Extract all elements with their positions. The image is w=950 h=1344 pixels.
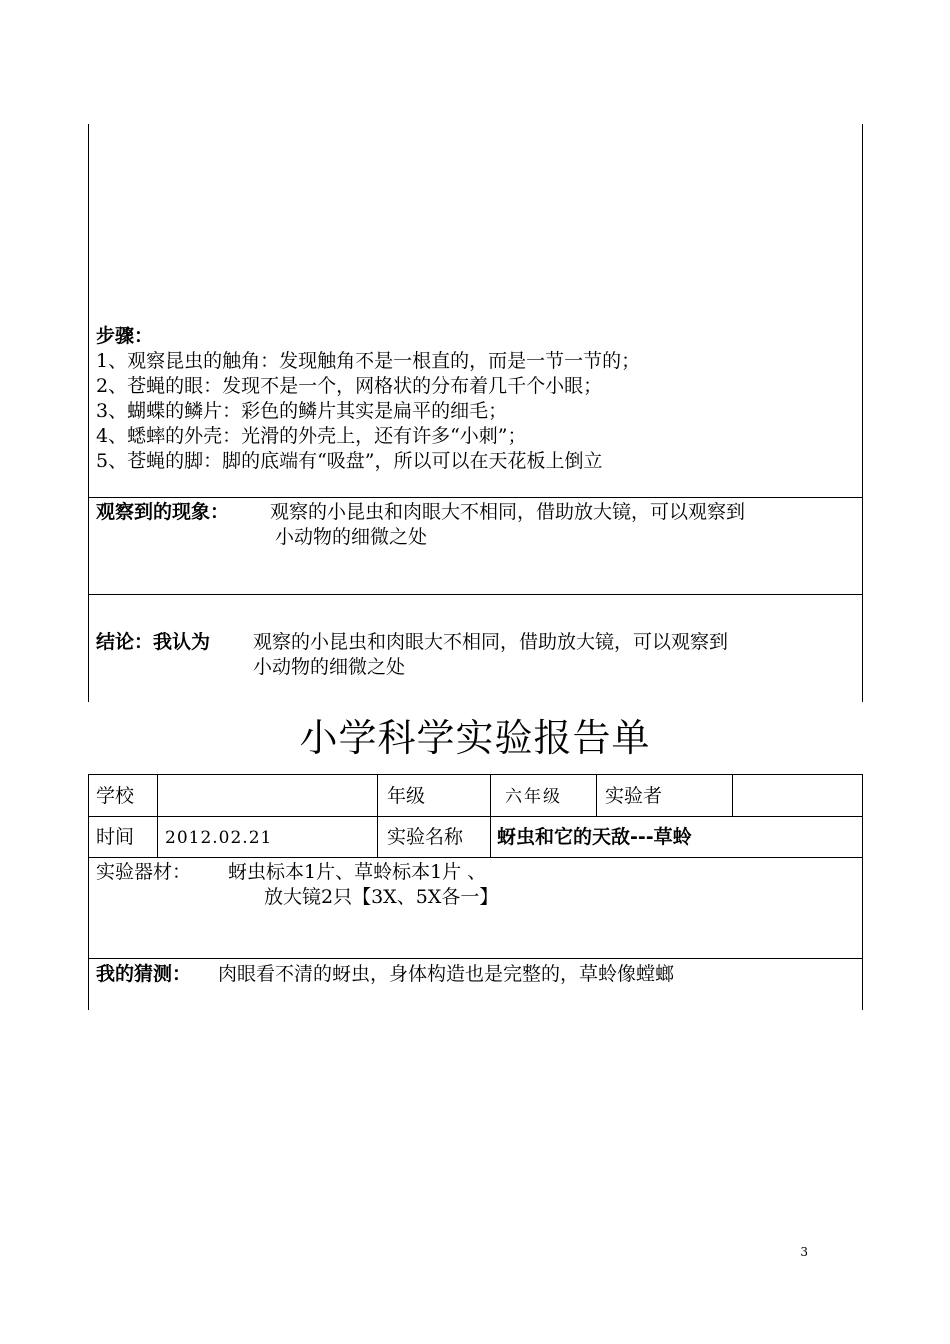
step-item: 4、蟋蟀的外壳：光滑的外壳上，还有许多“小刺”；	[96, 425, 527, 447]
guess-label: 我的猜测：	[96, 963, 192, 985]
table-col-divider	[596, 774, 597, 816]
materials-text: 放大镜2只【3X、5X各一】	[264, 886, 499, 908]
step-item: 2、苍蝇的眼：发现不是一个，网格状的分布着几千个小眼；	[96, 375, 603, 397]
table-right-border	[862, 774, 863, 1010]
steps-label: 步骤：	[96, 325, 154, 347]
grade-value: 六年级	[505, 787, 562, 807]
step-item: 1、观察昆虫的触角：发现触角不是一根直的，而是一节一节的；	[96, 350, 641, 372]
school-label: 学校	[96, 785, 135, 807]
observation-label: 观察到的现象：	[96, 501, 230, 523]
table-col-divider	[377, 774, 378, 858]
observation-text: 观察的小昆虫和肉眼大不相同，借助放大镜，可以观察到	[270, 501, 746, 523]
table-col-divider	[732, 774, 733, 816]
guess-text: 肉眼看不清的蚜虫，身体构造也是完整的，草蛉像螳螂	[218, 963, 675, 985]
materials-text: 蚜虫标本1片、草蛉标本1片 、	[228, 861, 487, 883]
observation-top-border	[88, 497, 863, 498]
time-value: 2012.02.21	[165, 828, 273, 848]
experimenter-label: 实验者	[605, 785, 663, 807]
step-item: 3、蝴蝶的鳞片：彩色的鳞片其实是扁平的细毛；	[96, 400, 508, 422]
grade-label: 年级	[387, 785, 426, 807]
materials-label: 实验器材：	[96, 861, 192, 883]
conclusion-label: 结论：我认为	[96, 631, 211, 653]
table-col-divider	[157, 774, 158, 858]
table-left-border	[88, 774, 89, 1010]
upper-table-right-border	[862, 124, 863, 702]
table-row-divider	[88, 857, 863, 858]
experiment-name-label: 实验名称	[387, 826, 464, 848]
experiment-name-value: 蚜虫和它的天敌---草蛉	[497, 826, 692, 848]
report-title: 小学科学实验报告单	[299, 716, 651, 760]
conclusion-text: 小动物的细微之处	[253, 656, 406, 678]
upper-table-left-border	[88, 124, 89, 702]
page-number: 3	[800, 1245, 808, 1259]
observation-text: 小动物的细微之处	[275, 526, 428, 548]
step-item: 5、苍蝇的脚：脚的底端有“吸盘”，所以可以在天花板上倒立	[96, 450, 603, 472]
table-col-divider	[490, 774, 491, 858]
table-row-divider	[88, 958, 863, 959]
time-label: 时间	[96, 826, 135, 848]
conclusion-top-border	[88, 594, 863, 595]
table-top-border	[88, 774, 863, 775]
conclusion-text: 观察的小昆虫和肉眼大不相同，借助放大镜，可以观察到	[253, 631, 729, 653]
table-row-divider	[88, 816, 863, 817]
